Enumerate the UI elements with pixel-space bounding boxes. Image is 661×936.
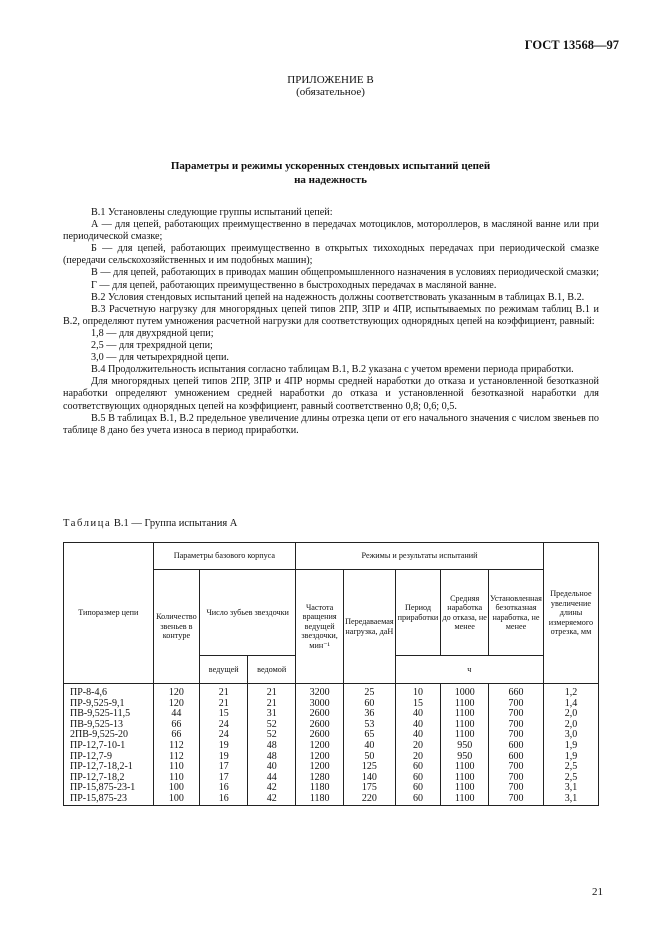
cell-elongation: 1,9 xyxy=(543,741,598,752)
cell-teeth-drive: 19 xyxy=(200,741,248,752)
cell-set-life: 700 xyxy=(489,773,544,784)
appendix-label: ПРИЛОЖЕНИЕ В xyxy=(287,74,374,86)
cell-teeth-drive: 21 xyxy=(200,688,248,699)
paragraph: 2,5 — для трехрядной цепи; xyxy=(91,340,213,352)
cell-runin: 40 xyxy=(395,720,441,731)
cell-links: 112 xyxy=(153,741,200,752)
cell-load: 50 xyxy=(344,752,396,763)
cell-links: 120 xyxy=(153,699,200,710)
header-frequency: Частота вращения ведущей звездочки, мин⁻¹ xyxy=(296,570,344,684)
cell-size: ПР-12,7-10-1 xyxy=(64,741,154,752)
cell-teeth-drive: 16 xyxy=(200,794,248,805)
cell-set-life: 600 xyxy=(489,741,544,752)
cell-size: ПР-12,7-9 xyxy=(64,752,154,763)
page-number: 21 xyxy=(592,886,603,898)
cell-frequency: 1200 xyxy=(296,752,344,763)
cell-elongation: 3,1 xyxy=(543,794,598,805)
cell-teeth-driven: 40 xyxy=(248,762,296,773)
cell-links: 100 xyxy=(153,783,200,794)
cell-teeth-driven: 42 xyxy=(248,783,296,794)
cell-load: 40 xyxy=(344,741,396,752)
cell-teeth-drive: 24 xyxy=(200,720,248,731)
cell-teeth-drive: 16 xyxy=(200,783,248,794)
section-title xyxy=(0,159,661,187)
paragraph: В.1 Установлены следующие группы испытаний цепей: xyxy=(91,207,333,218)
cell-elongation: 1,9 xyxy=(543,752,598,763)
paragraph: А — для цепей, работающих преимущественно в передачах мотоциклов, мотороллеров, в масляной ванне или при периодической смазке; xyxy=(63,219,599,243)
table-row xyxy=(64,688,599,699)
section-title-line2: на надежность xyxy=(294,174,367,186)
cell-size: 2ПВ-9,525-20 xyxy=(64,730,154,741)
cell-frequency: 2600 xyxy=(296,709,344,720)
cell-mean-life: 950 xyxy=(441,741,489,752)
paragraph: Г — для цепей, работающих преимущественно в быстроходных передачах в масляной ванне. xyxy=(91,279,497,291)
cell-teeth-driven: 44 xyxy=(248,773,296,784)
cell-set-life: 700 xyxy=(489,762,544,773)
cell-set-life: 660 xyxy=(489,688,544,699)
paragraph: В.3 Расчетную нагрузку для многорядных цепей типов 2ПР, 3ПР и 4ПР, испытываемых по режимам таблиц В.1 и В.2, определяют путем умножения расчетной нагрузки для соответствующих однорядных цепей на коэффициент, равный: xyxy=(63,303,599,327)
cell-teeth-drive: 21 xyxy=(200,699,248,710)
paragraph: В.2 Условия стендовых испытаний цепей на надежность должны соответствовать указанным в таблицах В.1, В.2. xyxy=(91,291,585,303)
cell-teeth-drive: 19 xyxy=(200,752,248,763)
cell-frequency: 1180 xyxy=(296,783,344,794)
cell-mean-life: 1100 xyxy=(441,773,489,784)
cell-mean-life: 950 xyxy=(441,752,489,763)
header-base-params: Параметры базового корпуса xyxy=(153,543,296,570)
cell-size: ПР-15,875-23 xyxy=(64,794,154,805)
cell-teeth-drive: 17 xyxy=(200,762,248,773)
cell-links: 110 xyxy=(153,762,200,773)
cell-set-life: 700 xyxy=(489,783,544,794)
header-size: Типоразмер цепи xyxy=(64,543,154,684)
cell-mean-life: 1100 xyxy=(441,762,489,773)
cell-frequency: 3200 xyxy=(296,688,344,699)
cell-size: ПР-8-4,6 xyxy=(64,688,154,699)
header-runin: Период приработки xyxy=(395,570,441,656)
cell-mean-life: 1100 xyxy=(441,709,489,720)
cell-set-life: 700 xyxy=(489,730,544,741)
cell-mean-life: 1100 xyxy=(441,730,489,741)
cell-elongation: 1,2 xyxy=(543,688,598,699)
cell-mean-life: 1100 xyxy=(441,783,489,794)
cell-teeth-driven: 52 xyxy=(248,730,296,741)
cell-elongation: 2,0 xyxy=(543,720,598,731)
cell-runin: 40 xyxy=(395,709,441,720)
appendix-status: (обязательное) xyxy=(296,86,365,98)
cell-teeth-driven: 21 xyxy=(248,699,296,710)
cell-links: 44 xyxy=(153,709,200,720)
cell-mean-life: 1100 xyxy=(441,720,489,731)
cell-runin: 60 xyxy=(395,783,441,794)
cell-runin: 20 xyxy=(395,741,441,752)
cell-load: 25 xyxy=(344,688,396,699)
cell-frequency: 3000 xyxy=(296,699,344,710)
table-row xyxy=(64,794,599,805)
cell-size: ПР-12,7-18,2-1 xyxy=(64,762,154,773)
cell-runin: 60 xyxy=(395,762,441,773)
cell-load: 220 xyxy=(344,794,396,805)
header-load: Передаваемая нагрузка, даН xyxy=(344,570,396,684)
cell-teeth-drive: 15 xyxy=(200,709,248,720)
table-body xyxy=(64,684,599,806)
header-modes: Режимы и результаты испытаний xyxy=(296,543,544,570)
cell-links: 66 xyxy=(153,730,200,741)
cell-teeth-driven: 21 xyxy=(248,688,296,699)
table-caption-rest: В.1 — Группа испытания А xyxy=(113,518,238,529)
cell-set-life: 700 xyxy=(489,709,544,720)
cell-teeth-drive: 24 xyxy=(200,730,248,741)
cell-elongation: 1,4 xyxy=(543,699,598,710)
cell-set-life: 700 xyxy=(489,720,544,731)
cell-mean-life: 1000 xyxy=(441,688,489,699)
cell-set-life: 700 xyxy=(489,699,544,710)
cell-teeth-drive: 17 xyxy=(200,773,248,784)
cell-teeth-driven: 42 xyxy=(248,794,296,805)
cell-teeth-driven: 31 xyxy=(248,709,296,720)
cell-elongation: 3,1 xyxy=(543,783,598,794)
table-caption-prefix: Таблица xyxy=(63,518,112,529)
cell-frequency: 2600 xyxy=(296,730,344,741)
cell-frequency: 1200 xyxy=(296,762,344,773)
cell-size: ПР-9,525-9,1 xyxy=(64,699,154,710)
paragraph: В — для цепей, работающих в приводах машин общепромышленного назначения в условиях периодической смазки; xyxy=(91,267,599,279)
cell-load: 125 xyxy=(344,762,396,773)
paragraph: В.4 Продолжительность испытания согласно таблицам В.1, В.2 указана с учетом времени периода приработки. xyxy=(91,364,574,376)
cell-runin: 10 xyxy=(395,688,441,699)
paragraph: В.5 В таблицах В.1, В.2 предельное увеличение длины отрезка цепи от его начального значения с числом звеньев по таблице 8 дано без учета износа в период приработки. xyxy=(63,412,599,436)
cell-teeth-driven: 52 xyxy=(248,720,296,731)
header-set: Установленная безотказная наработка, не менее xyxy=(489,570,544,656)
header-driven: ведомой xyxy=(248,656,296,684)
cell-frequency: 1200 xyxy=(296,741,344,752)
header-elongation: Предельное увеличение длины измеряемого отрезка, мм xyxy=(543,543,598,684)
table-caption xyxy=(63,518,237,529)
cell-load: 140 xyxy=(344,773,396,784)
cell-teeth-driven: 48 xyxy=(248,741,296,752)
cell-load: 36 xyxy=(344,709,396,720)
paragraph: Б — для цепей, работающих преимущественно в открытых тихоходных передачах при периодической смазке (передачи сельскохозяйственных и им подобных машин); xyxy=(63,243,599,267)
cell-set-life: 700 xyxy=(489,794,544,805)
paragraph: 1,8 — для двухрядной цепи; xyxy=(91,327,214,339)
header-mean: Средняя наработка до отказа, не менее xyxy=(441,570,489,656)
header-teeth: Число зубьев звездочки xyxy=(200,570,296,656)
cell-size: ПВ-9,525-11,5 xyxy=(64,709,154,720)
cell-teeth-driven: 48 xyxy=(248,752,296,763)
header-drive: ведущей xyxy=(200,656,248,684)
cell-size: ПР-12,7-18,2 xyxy=(64,773,154,784)
cell-elongation: 2,0 xyxy=(543,709,598,720)
document-code: ГОСТ 13568—97 xyxy=(524,38,619,52)
cell-size: ПВ-9,525-13 xyxy=(64,720,154,731)
cell-elongation: 2,5 xyxy=(543,773,598,784)
cell-frequency: 1180 xyxy=(296,794,344,805)
cell-frequency: 1280 xyxy=(296,773,344,784)
paragraph: 3,0 — для четырехрядной цепи. xyxy=(91,352,229,364)
cell-runin: 20 xyxy=(395,752,441,763)
cell-links: 110 xyxy=(153,773,200,784)
cell-links: 112 xyxy=(153,752,200,763)
table-row xyxy=(64,741,599,752)
cell-load: 175 xyxy=(344,783,396,794)
cell-links: 120 xyxy=(153,688,200,699)
cell-elongation: 3,0 xyxy=(543,730,598,741)
section-title-line1: Параметры и режимы ускоренных стендовых испытаний цепей xyxy=(170,160,491,172)
body-text xyxy=(63,207,599,437)
cell-runin: 60 xyxy=(395,773,441,784)
header-links: Количество звеньев в контуре xyxy=(153,570,200,684)
cell-elongation: 2,5 xyxy=(543,762,598,773)
cell-links: 66 xyxy=(153,720,200,731)
paragraph: Для многорядных цепей типов 2ПР, 3ПР и 4ПР нормы средней наработки до отказа и установленной безотказной наработки определяют умножением средней наработки до отказа и установленной безотказной наработки для соответствующих однорядных цепей на коэффициент, равный соответственно 0,8; 0,6; 0,5. xyxy=(63,376,599,412)
test-table xyxy=(63,542,599,806)
cell-runin: 60 xyxy=(395,794,441,805)
cell-size: ПР-15,875-23-1 xyxy=(64,783,154,794)
cell-frequency: 2600 xyxy=(296,720,344,731)
cell-mean-life: 1100 xyxy=(441,699,489,710)
cell-runin: 15 xyxy=(395,699,441,710)
cell-set-life: 600 xyxy=(489,752,544,763)
header-unit-hours: ч xyxy=(395,656,543,684)
cell-mean-life: 1100 xyxy=(441,794,489,805)
cell-load: 65 xyxy=(344,730,396,741)
cell-load: 53 xyxy=(344,720,396,731)
appendix-heading xyxy=(0,74,661,98)
cell-load: 60 xyxy=(344,699,396,710)
cell-runin: 40 xyxy=(395,730,441,741)
cell-links: 100 xyxy=(153,794,200,805)
